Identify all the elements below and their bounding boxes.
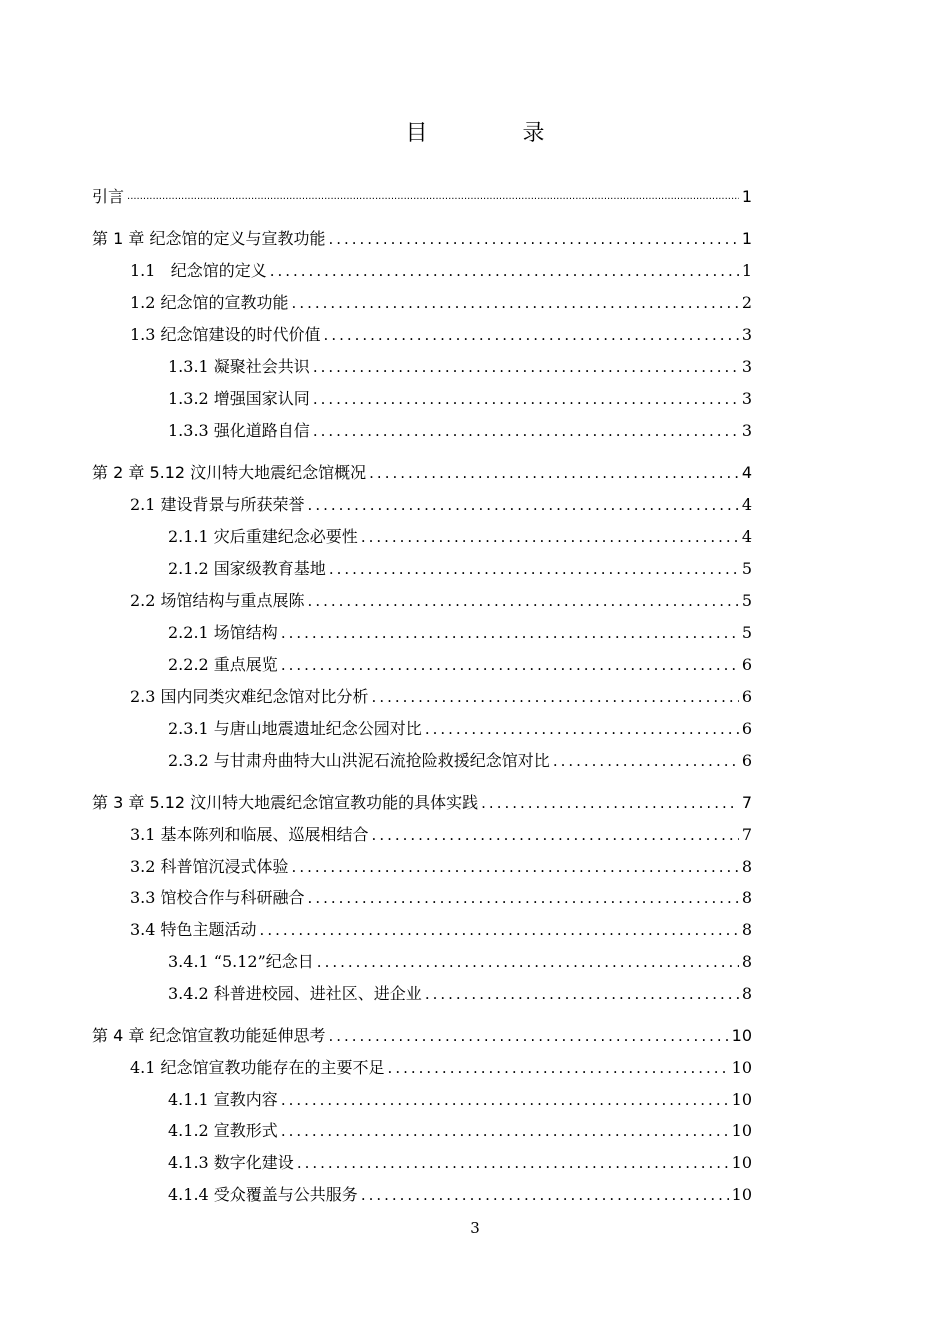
toc-entry-label: 2.2.2 重点展览 (168, 655, 278, 674)
toc-entry-section-1-3[interactable] (130, 321, 752, 345)
toc-entry-page: 6 (741, 751, 752, 770)
toc-entry-page: 3 (741, 389, 752, 408)
toc-leader-dots (297, 1153, 729, 1173)
toc-leader-dots (281, 623, 739, 643)
toc-entry-page: 8 (741, 888, 752, 907)
toc-leader-dots (372, 687, 739, 707)
toc-entry-section-2-3-2[interactable] (168, 747, 752, 771)
toc-entry-page: 10 (731, 1121, 752, 1140)
toc-leader-dots (270, 261, 739, 281)
toc-leader-dots (425, 984, 739, 1004)
toc-entry-chapter-4[interactable] (92, 1022, 752, 1046)
toc-entry-label: 1.3.1 凝聚社会共识 (168, 357, 310, 376)
toc-entry-page: 6 (741, 719, 752, 738)
toc-entry-page: 7 (741, 793, 752, 812)
toc-entry-label: 1.3 纪念馆建设的时代价值 (130, 325, 321, 344)
toc-entry-section-2-3[interactable] (130, 683, 752, 707)
toc-entry-label: 第 1 章 纪念馆的定义与宣教功能 (92, 229, 326, 248)
toc-entry-label: 2.2 场馆结构与重点展陈 (130, 591, 305, 610)
toc-entry-label: 3.3 馆校合作与科研融合 (130, 888, 305, 907)
toc-entry-page: 10 (731, 1090, 752, 1109)
page-number: 3 (470, 1219, 480, 1237)
toc-entry-label: 2.2.1 场馆结构 (168, 623, 278, 642)
page-title: 目 录 (405, 121, 589, 146)
toc-entry-label: 3.4.2 科普进校园、进社区、进企业 (168, 984, 422, 1003)
toc-leader-dots (372, 825, 739, 845)
toc-entry-page: 2 (741, 293, 752, 312)
toc-entry-label: 2.3.2 与甘肃舟曲特大山洪泥石流抢险救援纪念馆对比 (168, 751, 550, 770)
toc-entry-section-4-1[interactable] (130, 1054, 752, 1078)
toc-entry-label: 3.1 基本陈列和临展、巡展相结合 (130, 825, 369, 844)
toc-entry-page: 7 (741, 825, 752, 844)
toc-entry-label: 1.3.3 强化道路自信 (168, 421, 310, 440)
toc-entry-section-1-3-1[interactable] (168, 353, 752, 377)
toc-entry-intro[interactable] (92, 183, 752, 207)
toc-entry-page: 1 (741, 187, 752, 206)
toc-entry-section-2-1[interactable] (130, 491, 752, 515)
toc-entry-page: 10 (731, 1026, 752, 1045)
toc-leader-dots (292, 293, 739, 313)
toc-entry-page: 3 (741, 421, 752, 440)
toc-leader-dots (317, 952, 739, 972)
toc-entry-label: 引言 (92, 187, 125, 206)
toc-leader-dots (369, 463, 739, 483)
toc-entry-label: 第 3 章 5.12 汶川特大地震纪念馆宣教功能的具体实践 (92, 793, 479, 812)
toc-entry-page: 3 (741, 357, 752, 376)
toc-leader-dots (260, 920, 739, 940)
toc-entry-label: 第 4 章 纪念馆宣教功能延伸思考 (92, 1026, 326, 1045)
toc-entry-section-1-1[interactable] (130, 257, 752, 281)
toc-entry-section-4-1-2[interactable] (168, 1117, 752, 1141)
toc-entry-page: 1 (741, 229, 752, 248)
toc-entry-page: 5 (741, 591, 752, 610)
toc-entry-label: 2.1.1 灾后重建纪念必要性 (168, 527, 358, 546)
toc-entry-section-4-1-3[interactable] (168, 1149, 752, 1173)
toc-entry-label: 3.2 科普馆沉浸式体验 (130, 857, 289, 876)
toc-leader-dots (361, 527, 739, 547)
toc-entry-section-3-4-2[interactable] (168, 980, 752, 1004)
toc-entry-section-2-2[interactable] (130, 587, 752, 611)
toc-leader-dots (292, 857, 739, 877)
toc-leader-dots (281, 1090, 729, 1110)
toc-entry-page: 8 (741, 920, 752, 939)
toc-entry-section-2-2-1[interactable] (168, 619, 752, 643)
toc-entry-page: 10 (731, 1153, 752, 1172)
toc-entry-page: 10 (731, 1058, 752, 1077)
toc-leader-dots (361, 1185, 729, 1205)
toc-entry-page: 8 (741, 952, 752, 971)
toc-entry-label: 1.1 纪念馆的定义 (130, 261, 267, 280)
toc-entry-label: 第 2 章 5.12 汶川特大地震纪念馆概况 (92, 463, 367, 482)
toc-entry-label: 3.4 特色主题活动 (130, 920, 257, 939)
toc-entry-page: 6 (741, 655, 752, 674)
toc-entry-label: 2.1 建设背景与所获荣誉 (130, 495, 305, 514)
toc-entry-page: 8 (741, 984, 752, 1003)
toc-leader-dots (313, 389, 739, 409)
toc-entry-page: 4 (741, 495, 752, 514)
toc-leader-dots (388, 1058, 729, 1078)
toc-entry-label: 2.3 国内同类灾难纪念馆对比分析 (130, 687, 369, 706)
toc-leader-dots (313, 421, 739, 441)
toc-entry-section-2-2-2[interactable] (168, 651, 752, 675)
toc-entry-section-3-4[interactable] (130, 916, 752, 940)
toc-entry-section-2-3-1[interactable] (168, 715, 752, 739)
toc-entry-section-1-3-2[interactable] (168, 385, 752, 409)
toc-entry-page: 8 (741, 857, 752, 876)
toc-leader-dots (281, 655, 739, 675)
toc-entry-label: 1.2 纪念馆的宣教功能 (130, 293, 289, 312)
toc-entry-label: 4.1.3 数字化建设 (168, 1153, 294, 1172)
toc-entry-section-4-1-1[interactable] (168, 1086, 752, 1110)
toc-entry-page: 4 (741, 527, 752, 546)
toc-entry-section-3-3[interactable] (130, 884, 752, 908)
toc-entry-label: 2.3.1 与唐山地震遗址纪念公园对比 (168, 719, 422, 738)
toc-entry-page: 5 (741, 559, 752, 578)
toc-entry-label: 4.1.2 宣教形式 (168, 1121, 278, 1140)
toc-entry-section-2-1-1[interactable] (168, 523, 752, 547)
toc-leader-dots (553, 751, 739, 771)
toc-leader-dots (481, 793, 739, 813)
toc-entry-label: 1.3.2 增强国家认同 (168, 389, 310, 408)
toc-entry-label: 4.1.4 受众覆盖与公共服务 (168, 1185, 358, 1204)
toc-entry-label: 4.1.1 宣教内容 (168, 1090, 278, 1109)
toc-leader-dots (308, 495, 739, 515)
toc-entry-page: 1 (741, 261, 752, 280)
toc-leader-dots (324, 325, 739, 345)
toc-entry-page: 6 (741, 687, 752, 706)
toc-leader-dots (328, 229, 738, 249)
toc-leader-dots (328, 1026, 728, 1046)
toc-entry-chapter-2[interactable] (92, 459, 752, 483)
toc-entry-label: 4.1 纪念馆宣教功能存在的主要不足 (130, 1058, 385, 1077)
toc-entry-page: 5 (741, 623, 752, 642)
toc-leader-dots (127, 187, 739, 207)
toc-leader-dots (313, 357, 739, 377)
toc-entry-page: 4 (741, 463, 752, 482)
toc-leader-dots (308, 888, 739, 908)
toc-leader-dots (281, 1121, 729, 1141)
toc-entry-section-2-1-2[interactable] (168, 555, 752, 579)
toc-entry-page: 10 (731, 1185, 752, 1204)
toc-entry-section-3-1[interactable] (130, 821, 752, 845)
toc-entry-page: 3 (741, 325, 752, 344)
toc-leader-dots (329, 559, 739, 579)
toc-leader-dots (308, 591, 739, 611)
toc-leader-dots (425, 719, 739, 739)
toc-entry-label: 3.4.1 “5.12”纪念日 (168, 952, 314, 971)
toc-entry-chapter-3[interactable] (92, 789, 752, 813)
toc-entry-section-3-2[interactable] (130, 853, 752, 877)
toc-entry-section-3-4-1[interactable] (168, 948, 752, 972)
toc-entry-section-1-3-3[interactable] (168, 417, 752, 441)
toc-entry-section-1-2[interactable] (130, 289, 752, 313)
toc-entry-section-4-1-4[interactable] (168, 1181, 752, 1205)
toc-entry-chapter-1[interactable] (92, 225, 752, 249)
toc-entry-label: 2.1.2 国家级教育基地 (168, 559, 326, 578)
